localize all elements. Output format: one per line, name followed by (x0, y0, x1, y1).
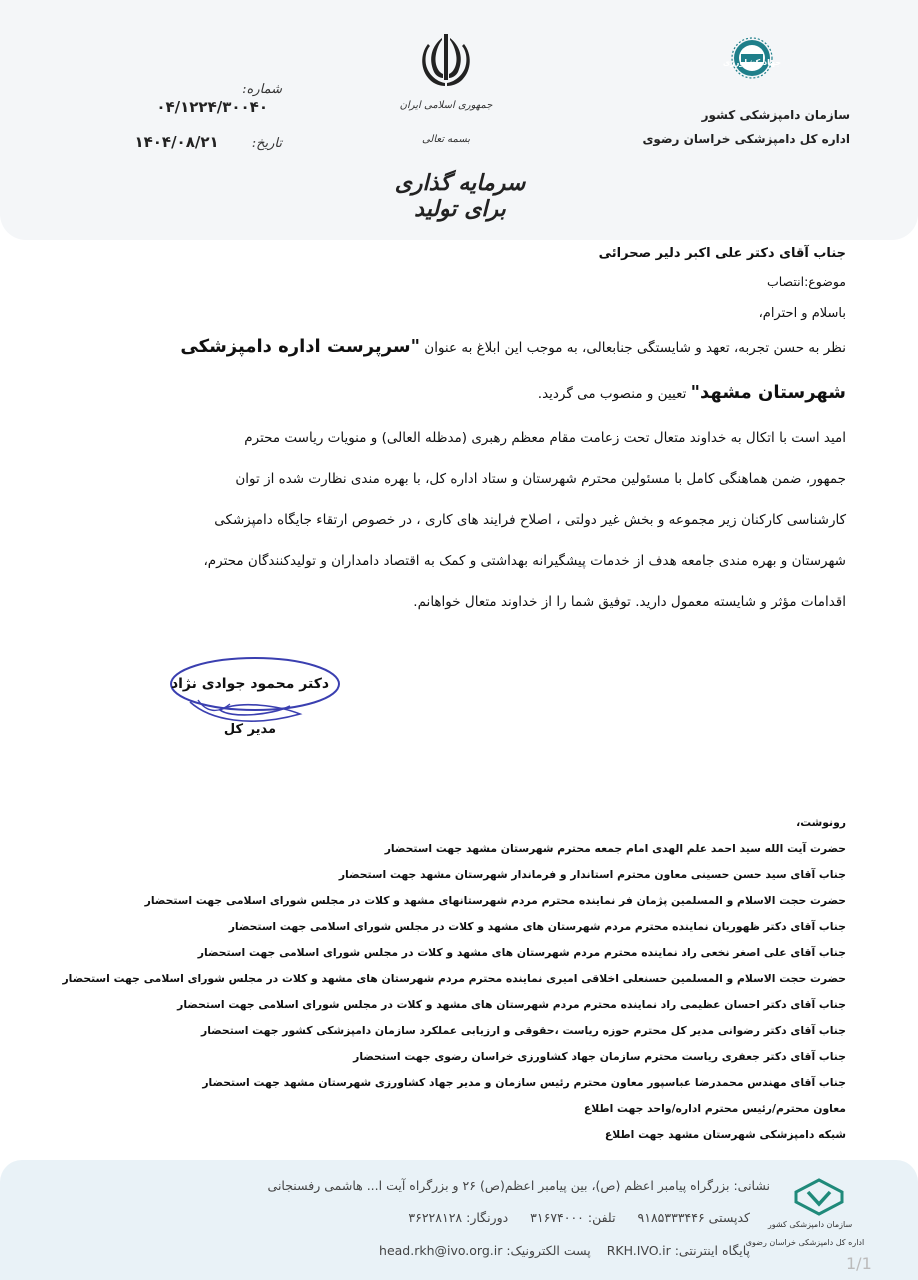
page-number: 1/1 (846, 1254, 872, 1273)
letter-date-row (122, 132, 282, 154)
p1-line1-bold: "سرپرست اداره دامپزشکی (180, 336, 420, 357)
cc-line: شبکه دامپزشکی شهرستان مشهد جهت اطلاع (604, 1128, 846, 1141)
website-link[interactable]: RKH.IVO.ir (606, 1243, 671, 1258)
signatory-title: مدیر کل (223, 722, 277, 737)
p2-line: اقدامات مؤثر و شایسته معمول دارید. توفیق شما را از خداوند متعال خواهانم. (413, 594, 846, 610)
paragraph-1-line-1 (70, 326, 846, 369)
footer-web-row (230, 1243, 750, 1258)
cc-line: جناب آقای دکتر ظهوریان نماینده محترم مردم شهرستان های مشهد و کلات در مجلس شورای اسلامی جهت استحضار (228, 920, 846, 933)
iran-emblem-icon (418, 28, 474, 96)
emblem-caption: جمهوری اسلامی ایران (399, 100, 493, 111)
cc-list (60, 836, 846, 1148)
cc-line: حضرت آیت الله سید احمد علم الهدی امام جمعه محترم شهرستان مشهد جهت استحضار (384, 842, 846, 855)
letter-number-label: شماره: (242, 82, 282, 97)
cc-line: حضرت حجت الاسلام و المسلمین پژمان فر نماینده محترم مردم شهرستانهای مشهد و کلات در مجلس شورای اسلامی جهت استحضار (144, 894, 846, 907)
p2-line: کارشناسی کارکنان زیر مجموعه و بخش غیر دولتی ، اصلاح فرایند های کاری ، در خصوص ارتقاء جایگاه دامپزشکی (214, 512, 846, 528)
letter-date-label: تاریخ: (251, 136, 282, 151)
phone-label: تلفن: (587, 1210, 616, 1225)
jahad-logo-text: جهاد کشاورزی (722, 58, 782, 67)
ivo-logo-icon (792, 1178, 846, 1216)
footer-org-line-1: سازمان دامپزشکی کشور (767, 1220, 853, 1229)
bismillah-text: بسمه تعالی (421, 134, 471, 145)
cc-line: جناب آقای دکتر احسان عظیمی راد نماینده محترم مردم شهرستان های مشهد و کلات در مجلس شورای اسلامی جهت استحضار (177, 998, 846, 1011)
cc-line: حضرت حجت الاسلام و المسلمین حسنعلی اخلاقی امیری نماینده محترم مردم شهرستان های مشهد و کلات در مجلس شورای اسلامی جهت استحضار (62, 972, 846, 985)
cc-line: معاون محترم/رئیس محترم اداره/واحد جهت اطلاع (583, 1102, 846, 1115)
p1-line2-text: تعیین و منصوب می گردید. (537, 386, 691, 402)
cc-line: جناب آقای دکتر جعفری ریاست محترم سازمان جهاد کشاورزی خراسان رضوی جهت استحضار (353, 1050, 846, 1063)
footer-address: نشانی: بزرگراه پیامبر اعظم (ص)، بین پیامبر اعظم(ص) ۲۶ و بزرگراه آیت ا... هاشمی رفسنجانی (267, 1178, 770, 1193)
postal-label: کدپستی (708, 1210, 750, 1225)
cc-line: جناب آقای دکتر رضوانی مدیر کل محترم حوزه ریاست ،حقوقی و ارزیابی عملکرد سازمان دامپزشکی کشور جهت استحضار (201, 1024, 846, 1037)
website-label: پایگاه اینترنتی: (674, 1243, 750, 1258)
cc-heading: رونوشت، (796, 816, 846, 829)
phone-value: ۳۱۶۷۴۰۰۰ (530, 1210, 584, 1225)
postal-value: ۹۱۸۵۳۳۳۴۴۶ (637, 1210, 705, 1225)
greeting: باسلام و احترام، (758, 306, 846, 321)
org-line-2: اداره کل دامپزشکی خراسان رضوی (642, 132, 850, 146)
footer-contact-row (230, 1210, 750, 1225)
letter-number-row (122, 78, 282, 116)
p2-line: جمهور، ضمن هماهنگی کامل با مسئولین محترم شهرستان و ستاد اداره کل، با بهره مندی نظارت شده از توان (235, 471, 846, 487)
signatory-name: دکتر محمود جوادی نژاد (170, 676, 330, 692)
paragraph-1-line-2 (70, 372, 846, 415)
email-label: پست الکترونیک: (506, 1243, 591, 1258)
subject-line: موضوع:انتصاب (766, 274, 846, 289)
p2-line: شهرستان و بهره مندی جامعه هدف از خدمات پیشگیرانه بهداشتی و کمک به اقتصاد دامداران و تولیدکنندگان محترم، (203, 553, 846, 569)
p1-line1-text: نظر به حسن تجربه، تعهد و شایستگی جنابعالی، به موجب این ابلاغ به عنوان (424, 340, 846, 356)
footer-org-line-2: اداره کل دامپزشکی خراسان رضوی (745, 1238, 865, 1247)
cc-line: جناب آقای مهندس محمدرضا عباسپور معاون محترم رئیس سازمان و مدیر جهاد کشاورزی شهرستان مشهد جهت استحضار (202, 1076, 846, 1089)
p1-line2-bold: شهرستان مشهد" (690, 382, 846, 403)
p2-line: امید است با اتکال به خداوند متعال تحت زعامت مقام معظم رهبری (مدظله العالی) و منویات ریاست محترم (244, 430, 846, 446)
slogan-text: سرمایه گذاری برای تولید (394, 170, 526, 222)
cc-line: جناب آقای سید حسن حسینی معاون محترم استاندار و فرماندار شهرستان مشهد جهت استحضار (338, 868, 846, 881)
email-link[interactable]: head.rkh@ivo.org.ir (379, 1243, 503, 1258)
fax-value: ۳۶۲۲۸۱۲۸ (408, 1210, 463, 1225)
addressee: جناب آقای دکتر علی اکبر دلیر صحرائی (598, 246, 846, 261)
cc-line: جناب آقای علی اصغر نخعی راد نماینده محترم مردم شهرستان های مشهد و کلات در مجلس شورای اسلامی جهت استحضار (197, 946, 846, 959)
letter-date-value: ۱۴۰۴/۰۸/۲۱ (134, 133, 219, 151)
fax-label: دورنگار: (466, 1210, 509, 1225)
paragraph-2 (40, 418, 846, 623)
letter-number-value: ۰۴/۱۲۲۴/۳۰۰۴۰ (156, 98, 268, 116)
org-line-1: سازمان دامپزشکی کشور (701, 108, 850, 122)
